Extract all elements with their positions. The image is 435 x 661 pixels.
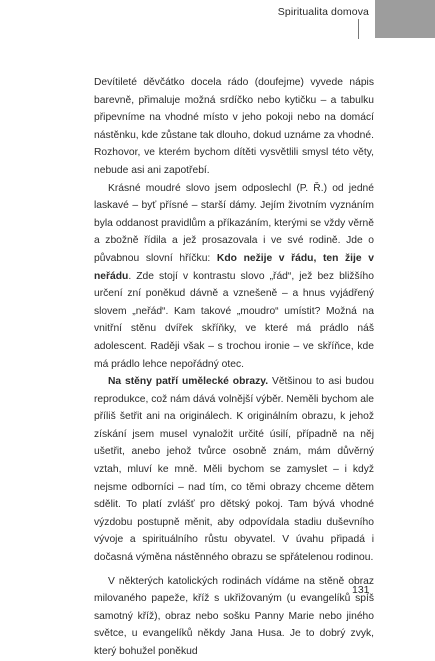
paragraph-2-text-after: . Zde stojí v kontrastu slovo „řád“, jež bez bližšího určení zní poněkud dávně a vznešeně – a hnus vyjádřený slovem „neřád“. Kam takové „moudro“ umístit? Možná na vnitřní stěnu dvířek skříňky, ve které má prádlo náš adolescent. Raději však – s trochou ironie – ve skříňce, kde má prádlo lehce nepořádný otec. <box>94 270 374 370</box>
header-vertical-rule <box>358 19 359 39</box>
paragraph-2-bold-quote: Kdo nežije v řádu, ten žije v neřádu <box>94 252 374 282</box>
page-body <box>94 74 374 661</box>
paragraph-2-text-before: Krásné moudré slovo jsem odposlechl (P. Ř.) od jedné laskavé – byť přísné – starší dámy. Jejím životním vyznáním byla oddanost pravidlům a příkazáním, kterými se vždy věrně a zbožně řídila a jež prosazovala i ve své rodině. Jde o půvabnou slovní hříčku: <box>94 182 374 264</box>
paragraph-3 <box>94 373 374 567</box>
running-title: Spiritualita domova <box>277 6 369 18</box>
paragraph-2 <box>94 180 374 374</box>
paragraph-3-bold-lead: Na stěny patří umělecké obrazy. <box>108 376 269 388</box>
header-gray-tab <box>375 0 435 38</box>
paragraph-3-text: Většinou to asi budou reprodukce, což nám dává volnější výběr. Neměli bychom ale příliš šetřit ani na originálech. K originálním obrazu, k jehož získání jsem musel vynaložit určité úsilí, případně na něj ušetřit, anebo jehož tvůrce osobně znám, mám důvěrný vztah, mluví ke mně. Měli bychom se zamyslet – i když nejsme odborníci – nad tím, co těmi obrazy chceme dětem sdělit. To platí zvlášť pro dětský pokoj. Tam bývá vhodné výzdobu postupně měnit, aby odpovídala stadiu duševního vývoje a spirituálního růstu obyvatel. V úvahu připadá i dočasná výměna nástěnného obrazu se spřátelenou rodinou. <box>94 376 374 564</box>
page-number: 131 <box>352 584 370 596</box>
paragraph-1: Devítileté děvčátko docela rádo (doufejme) vyvede nápis barevně, přimaluje možná srdíčko nebo kytičku – a tabulku připevníme na vhodné místo v jeho pokoji nebo na domácí nástěnku, kde zůstane tak dlouho, dokud uznáme za vhodné. Rozhovor, ve kterém bychom dítěti vysvětlili smysl této věty, nebude asi ani zapotřebí. <box>94 77 374 176</box>
paragraph-4: V některých katolických rodinách vídáme na stěně obraz milovaného papeže, kříž s ukřižovaným (u evangelíků spíš samotný kříž), obraz nebo sošku Panny Marie nebo jiného světce, u evangelíků někdy Jana Husa. Je to dobrý zvyk, který bohužel poněkud <box>94 575 374 657</box>
